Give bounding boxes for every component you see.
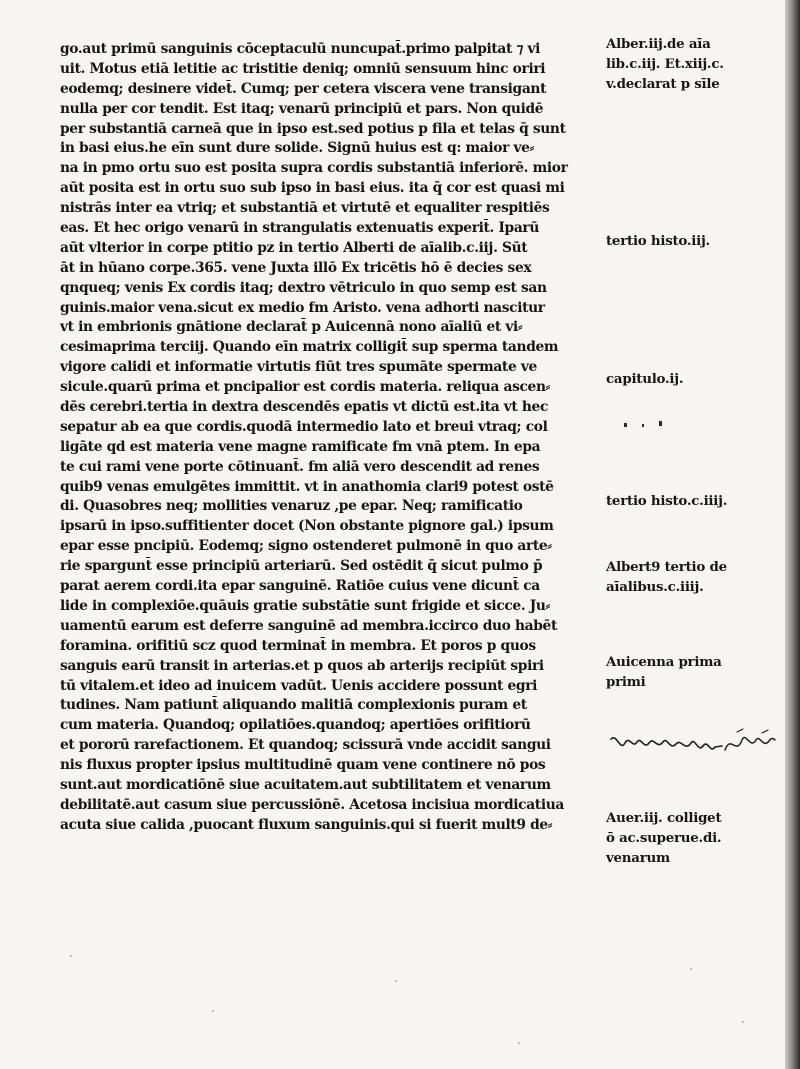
text-line: vigore calidi et informatie virtutis fiūt tres spumāte spermate ve [60, 359, 537, 376]
text-line: cum materia. Quandoq; opilatiōes.quandoq; apertiōes orifitiorū [60, 717, 531, 734]
text-line: di. Quasobres neq; mollities venaruz ,pe epar. Neq; ramificatio [60, 498, 523, 515]
text-line: et pororū rarefactionem. Et quandoq; scissurā vnde accidit sangui [60, 737, 551, 754]
text-line: sunt.aut mordicatiōnē siue acuitatem.aut subtilitatem et venarum [60, 776, 551, 793]
marginal-note-line: venarum [606, 850, 670, 866]
paper-speck [518, 1042, 520, 1044]
text-line: epar esse pncipiū. Eodemq; signo ostenderet pulmonē in quo arte⸗ [60, 538, 552, 555]
marginal-note [606, 34, 724, 94]
text-line: uamentū earum est deferre sanguinē ad membra.iccirco duo habēt [60, 617, 557, 634]
text-line: uit. Motus etiā letitie ac tristitie deniq; omniū sensuum hinc oriri [60, 60, 546, 77]
text-line: sepatur ab ea que cordis.quodā intermedio lato et breui vtraq; col [60, 418, 548, 435]
text-line: rie spargunt̄ esse principiū arteriarū. Sed ostēdit q̄ sicut pulmo p̄ [60, 558, 543, 575]
text-line: eas. Et hec origo venarū in strangulatis extenuatis experit̄. Iparū [60, 220, 540, 237]
text-line: aūt vlterior in corpe ptitio pz in tertio Alberti de aīalib.c.iij. Sūt [60, 239, 528, 256]
text-line: nis fluxus propter ipsius multitudinē quam vene continere nō pos [60, 757, 546, 774]
paper-speck [690, 968, 692, 970]
page-edge-shadow [785, 0, 800, 1069]
text-line: guinis.maior vena.sicut ex medio fm Aristo. vena adhorti nascitur [60, 299, 545, 316]
marginal-note [606, 652, 722, 692]
paper-speck [212, 1010, 214, 1012]
paper-speck [742, 1021, 744, 1023]
text-line: lide in complexiōe.quāuis gratie substātie sunt frigide et sicce. Ju⸗ [60, 597, 550, 614]
text-line: per substantiā carneā que in ipso est.sed potius p fila et telas q̄ sunt [60, 120, 566, 137]
text-line: nistrās inter ea vtriq; et substantiā et virtutē et equaliter respitiēs [60, 200, 550, 217]
marginal-note-line: primi [606, 674, 646, 690]
text-line: vt in embrionis gnātione declarat̄ p Auicennā nono aīaliū et vi⸗ [60, 319, 523, 336]
marginal-note-line: Albert9 tertio de [606, 559, 727, 575]
text-line: ligāte qd est materia vene magne ramificate fm vnā ptem. In epa [60, 438, 541, 455]
text-line: in basi eius.he eīn sunt dure solide. Signū huius est q: maior ve⸗ [60, 140, 534, 157]
text-line: aūt posita est in ortu suo sub ipso in basi eius. ita q̄ cor est quasi mi [60, 180, 565, 197]
text-line: sanguis earū transit in arterias.et p quos ab arterijs recipiūt spiri [60, 657, 544, 674]
marginal-note [606, 231, 710, 251]
text-line: tū vitalem.et ideo ad inuicem vadūt. Uenis accidere possunt egri [60, 677, 538, 694]
paper-speck [395, 980, 397, 982]
marginal-note-line: ō ac.superue.di. [606, 830, 722, 846]
text-line: go.aut primū sanguinis cōceptaculū nuncupat̄.primo palpitat ⁊ vi [60, 41, 541, 57]
marginal-note-line: v.declarat p sīle [606, 76, 720, 92]
ink-marks [620, 416, 690, 434]
text-line: dēs cerebri.tertia in dextra descendēs epatis vt dictū est.ita vt hec [60, 399, 549, 416]
marginal-note [606, 557, 727, 597]
text-line: foramina. orifitiū scz quod terminat̄ in membra. Et poros p quos [60, 637, 536, 654]
text-line: te cui rami vene porte cōtinuant̄. fm aliā vero descendit ad renes [60, 458, 540, 475]
text-line: cesimaprima terciij. Quando eīn matrix colligit̄ sup sperma tandem [60, 339, 559, 356]
marginal-note-line: tertio histo.iij. [606, 233, 710, 249]
handwritten-annotation [607, 726, 777, 760]
marginal-note-line: capitulo.ij. [606, 371, 684, 387]
text-line: quib9 venas emulgētes immittit. vt in anathomia clari9 potest ostē [60, 478, 554, 495]
text-line: acuta siue calida ,puocant fluxum sanguinis.qui si fuerit mult9 de⸗ [60, 816, 553, 833]
text-line: qnqueq; venis Ex cordis itaq; dextro vētriculo in quo semp est san [60, 279, 547, 296]
marginal-note-line: lib.c.iij. Et.xiij.c. [606, 56, 724, 72]
text-line: nulla per cor tendit. Est itaq; venarū principiū et pars. Non quidē [60, 100, 544, 117]
marginal-note-line: tertio histo.c.iiij. [606, 493, 728, 509]
text-line: āt in hūano corpe.365. vene Juxta illō Ex tricētis hō ē decies sex [60, 259, 532, 276]
text-line: ipsarū in ipso.suffitienter docet (Non obstante pignore gal.) ipsum [60, 518, 554, 535]
main-text-column [60, 40, 592, 836]
marginal-note-line: Auer.iij. colliget [606, 810, 722, 826]
text-line: eodemq; desinere videt̄. Cumq; per cetera viscera vene transigant [60, 80, 547, 97]
text-line: na in pmo ortu suo est posita supra cordis substantiā inferiorē. mior [60, 160, 568, 177]
text-line: debilitatē.aut casum siue percussiōnē. Acetosa incisiua mordicatiua [60, 796, 564, 813]
marginal-note-line: Auicenna prima [606, 654, 722, 670]
marginal-note [606, 369, 683, 389]
text-line: sicule.quarū prima et pncipalior est cordis materia. reliqua ascen⸗ [60, 379, 550, 396]
text-line: parat aerem cordi.ita epar sanguinē. Ratiōe cuius vene dicunt̄ ca [60, 578, 540, 595]
marginal-note [606, 808, 721, 868]
marginal-note [606, 491, 727, 511]
paper-speck [70, 955, 72, 957]
marginal-note-line: Alber.iij.de aīa [606, 36, 711, 52]
marginal-note-line: aīalibus.c.iiij. [606, 579, 704, 595]
text-line: tudines. Nam patiunt̄ aliquando malitiā complexionis puram et [60, 697, 527, 714]
